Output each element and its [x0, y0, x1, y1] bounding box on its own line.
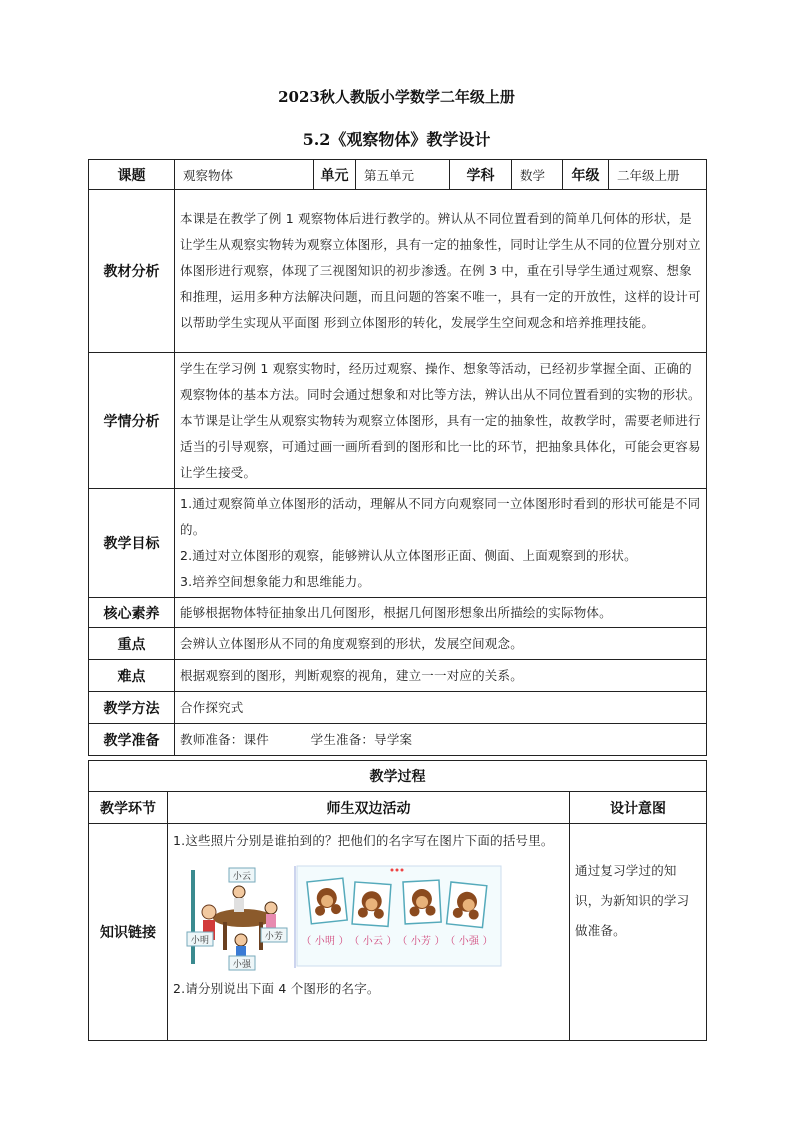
document-subtitle: 5.2《观察物体》教学设计 [302, 130, 491, 149]
goals-list [175, 489, 707, 598]
key-text: 会辨认立体图形从不同的角度观察到的形状，发展空间观念。 [175, 628, 707, 660]
topic-value: 观察物体 [175, 160, 314, 190]
difficult-row [89, 660, 707, 692]
info-row [89, 160, 707, 190]
goal-item: 3.培养空间想象能力和思维能力。 [180, 574, 371, 589]
kid-tag: 小云 [232, 872, 252, 882]
difficult-text: 根据观察到的图形，判断观察的视角，建立一一对应的关系。 [175, 660, 707, 692]
activity-cell [168, 824, 570, 1041]
prep-label: 教学准备 [89, 724, 175, 756]
intent-column-header: 设计意图 [570, 792, 707, 824]
grade-value: 二年级上册 [609, 160, 707, 190]
core-label: 核心素养 [89, 598, 175, 628]
intent-text: 通过复习学过的知识，为新知识的学习做准备。 [570, 824, 707, 1041]
method-text: 合作探究式 [175, 692, 707, 724]
core-row [89, 598, 707, 628]
subject-label: 学科 [450, 160, 512, 190]
question-1: 1.这些照片分别是谁拍到的？把他们的名字写在图片下面的括号里。 [173, 833, 554, 848]
method-row [89, 692, 707, 724]
key-label: 重点 [89, 628, 175, 660]
students-label: 学情分析 [89, 353, 175, 489]
answer-bracket: （ 小芳 ） [397, 936, 445, 947]
textbook-label: 教材分析 [89, 190, 175, 353]
answer-bracket: （ 小云 ） [349, 936, 397, 947]
child-icon [233, 886, 245, 898]
process-columns-row [89, 792, 707, 824]
child-icon [235, 934, 247, 946]
observation-illustration [185, 860, 505, 972]
kid-tag: 小强 [232, 960, 252, 970]
child-icon [202, 905, 216, 919]
process-header-row [89, 761, 707, 792]
students-text: 学生在学习例 1 观察实物时，经历过观察、操作、想象等活动，已经初步掌握全面、正确的观察物体的基本方法。同时会通过想象和对比等方法，辨认出从不同位置看到的实物的形状。本节课是让学生从观察实物转为观察立体图形，具有一定的抽象性，故教学时，需要老师进行适当的引导观察，可通过画一画所看到的图形和比一比的环节，把抽象具体化，可能会更容易让学生接受。 [175, 353, 707, 489]
textbook-text: 本课是在教学了例 1 观察物体后进行教学的。辨认从不同位置看到的简单几何体的形状，是让学生从观察实物转为观察立体图形，具有一定的抽象性，同时让学生从不同的位置分别对立体图形进行观察，体现了三视图知识的初步渗透。在例 3 中，重在引导学生通过观察、想象和推理，运用多种方法解决问题，而且问题的答案不唯一，具有一定的开放性，这样的设计可以帮助学生实现从平面图 形到立体图形的转化，发展学生空间观念和培养推理技能。 [175, 190, 707, 353]
knowledge-link-row [89, 824, 707, 1041]
document-title: 2023秋人教版小学数学二年级上册 [278, 88, 515, 106]
method-label: 教学方法 [89, 692, 175, 724]
kid-tag: 小芳 [264, 932, 284, 942]
process-header: 教学过程 [89, 761, 707, 792]
child-icon [265, 902, 277, 914]
grade-label: 年级 [563, 160, 609, 190]
core-text: 能够根据物体特征抽象出几何图形，根据几何图形想象出所描绘的实际物体。 [175, 598, 707, 628]
key-row [89, 628, 707, 660]
lesson-info-table [88, 159, 707, 756]
observation-figure [185, 860, 505, 972]
question-2: 2.请分别说出下面 4 个图形的名字。 [173, 981, 380, 996]
subject-value: 数学 [512, 160, 563, 190]
textbook-row [89, 190, 707, 353]
prep-text: 教师准备：课件 学生准备：导学案 [175, 724, 707, 756]
topic-label: 课题 [89, 160, 175, 190]
goals-label: 教学目标 [89, 489, 175, 598]
teaching-process-table [88, 760, 707, 1041]
kid-tag: 小明 [190, 936, 210, 946]
answer-bracket: （ 小强 ） [445, 936, 493, 947]
unit-label: 单元 [314, 160, 356, 190]
stage-knowledge-link: 知识链接 [89, 824, 168, 1041]
unit-value: 第五单元 [356, 160, 450, 190]
goal-item: 2.通过对立体图形的观察，能够辨认从立体图形正面、侧面、上面观察到的形状。 [180, 548, 637, 563]
goals-row [89, 489, 707, 598]
activity-column-header: 师生双边活动 [168, 792, 570, 824]
difficult-label: 难点 [89, 660, 175, 692]
stage-column-header: 教学环节 [89, 792, 168, 824]
answer-bracket: （ 小明 ） [301, 936, 349, 947]
goal-item: 1.通过观察简单立体图形的活动，理解从不同方向观察同一立体图形时看到的形状可能是不同的。 [180, 496, 701, 537]
prep-row [89, 724, 707, 756]
students-row [89, 353, 707, 489]
